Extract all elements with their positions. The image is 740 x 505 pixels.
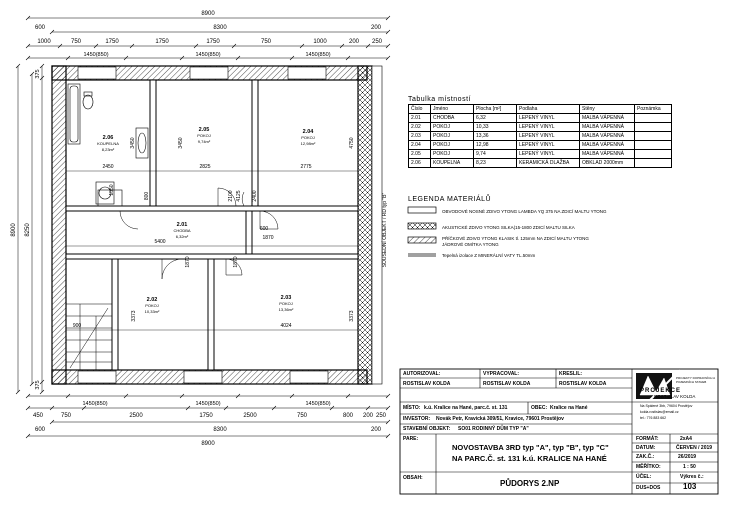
dim-bottom-mid: 8300 [213,427,227,433]
svg-text:10,33m²: 10,33m² [144,309,160,314]
materials-legend [408,194,607,258]
dim-top-window: 1450(850) [83,52,109,58]
room-labels [97,127,316,314]
company-name-line2: ROSTISLAV KOLDA [654,394,696,399]
svg-text:POKOJ: POKOJ [301,135,315,140]
dim-top-row: 1750 [155,39,169,45]
svg-text:POKOJ: POKOJ [197,133,211,138]
dim-bottom-row: 2500 [243,413,257,419]
svg-text:POKOJ: POKOJ [279,301,293,306]
dim-left-top: 375 [35,69,41,79]
table-header-row [409,105,672,114]
dim-bottom-row: 450 [32,413,44,419]
dim-inner: 3450 [130,137,136,149]
room-label [97,135,119,152]
label-meritko: MĚŘÍTKO: [636,464,661,470]
room-label [197,127,211,144]
svg-text:12,98m²: 12,98m² [300,141,316,146]
dim-inner: 800 [144,191,150,201]
table-cell: 2.06 [409,159,431,168]
drawing-content: PŮDORYS 2.NP [500,479,560,488]
table-cell: OBKLAD 2000mm [580,159,635,168]
label-kreslil: KRESLIL: [559,371,583,377]
svg-text:2.02: 2.02 [146,297,158,303]
dim-left-inner: 8250 [25,223,31,237]
dim-inner: 900 [72,323,82,329]
dim-inner: 1550 [109,184,115,196]
svg-text:2.04: 2.04 [302,129,314,135]
dim-inner: 3373 [349,310,355,322]
project-title-line1: NOVOSTAVBA 3RD typ "A", typ "B", typ "C" [452,443,609,452]
dim-inner: 2825 [199,164,211,170]
table-header: Podlaha [517,105,580,114]
label-datum: DATUM: [636,445,656,451]
company-tagline: PROJEKTY DOPRAVNÍCH A POZEMNÍCH STAVEB [676,376,715,384]
dim-top-mid-right: 200 [370,25,382,31]
svg-text:8,23m²: 8,23m² [101,147,115,152]
dim-inner: 600 [259,226,269,232]
legend-item: PŘÍČKOVÉ ZDIVO YTONG KLASIK tl. 125mm NA ZDICÍ MALTU YTONG [442,236,589,241]
datum-value: ČERVEN / 2019 [676,445,713,451]
zak-value: 26/2019 [678,454,697,460]
table-cell: 13,36 [474,132,517,141]
table-row [409,150,672,159]
label-vykres: Výkres č.: [680,474,704,480]
dim-inner: 4750 [349,137,355,149]
room-label [145,297,160,314]
table-cell: POKOJ [431,132,474,141]
dim-top-total: 8900 [201,11,215,17]
dim-bottom-row: 2500 [129,413,143,419]
table-cell: POKOJ [431,123,474,132]
table-header: Poznámka [635,105,672,114]
label-pare: PARE: [403,436,419,442]
table-cell: MALBA VÁPENNÁ [580,123,635,132]
dim-bottom-mid-left: 600 [34,427,46,433]
table-cell: 2.03 [409,132,431,141]
dim-top-mid-left: 600 [34,25,46,31]
table-cell [635,123,672,132]
label-misto: MÍSTO: [403,405,421,411]
svg-text:13,36m²: 13,36m² [278,307,294,312]
table-header: Stěny [580,105,635,114]
company-logo [636,370,680,400]
dim-inner: 4125 [236,190,242,202]
dim-top-row: 1750 [206,39,220,45]
table-cell: 6,32 [474,114,517,123]
table-cell: KOUPELNA [431,159,474,168]
autorizoval-name: ROSTISLAV KOLDA [403,381,451,387]
dim-bottom-mid-right: 200 [370,427,382,433]
svg-text:KOUPELNA: KOUPELNA [97,141,119,146]
label-format: FORMÁT: [636,436,659,442]
label-vypracoval: VYPRACOVAL: [483,371,520,377]
dim-bottom-window: 1450(850) [195,401,221,407]
dim-bottom-total: 8900 [201,441,215,447]
table-cell: LEPENÝ VINYL [517,132,580,141]
dim-top-row: 250 [371,39,383,45]
svg-text:2.01: 2.01 [176,222,188,228]
table-row [409,114,672,123]
table-cell: MALBA VÁPENNÁ [580,114,635,123]
meritko-value: 1 : 50 [683,464,696,470]
table-cell: 2.05 [409,150,431,159]
dim-bottom-row: 750 [296,413,308,419]
dim-top-window: 1450(850) [195,52,221,58]
room-label [173,222,190,239]
svg-text:CHODBA: CHODBA [173,228,191,233]
dim-inner: 1870 [185,256,191,268]
obec-value: Kralice na Hané [550,405,588,411]
label-stavebni-objekt: STAVEBNÍ OBJEKT: [403,426,451,432]
dim-inner: 2100 [228,190,234,202]
format-value: 2xA4 [680,436,692,442]
company-phone: tel.: 776 883 662 [640,416,667,420]
svg-text:2.05: 2.05 [198,127,210,133]
investor-value: Novák Petr, Kravická 309/51, Kravice, 79601 Prostějov [436,416,564,422]
table-cell: MALBA VÁPENNÁ [580,150,635,159]
interior-walls [66,80,358,370]
table-cell: LEPENÝ VINYL [517,150,580,159]
dim-top-window: 1450(850) [305,52,331,58]
room-label [279,295,294,312]
dim-left-outer: 8900 [11,223,17,237]
table-cell [635,159,672,168]
legend-swatch-cross [408,223,436,229]
legend-swatch-hatch [408,237,436,243]
legend-title: LEGENDA MATERIÁLŮ [408,196,492,203]
room-label [301,129,316,146]
table-cell: POKOJ [431,150,474,159]
legend-swatch-plain [408,207,436,213]
dim-top-mid: 8300 [213,25,227,31]
legend-item: AKUSTICKÉ ZDIVO YTONG SILKA(15-1800 ZDICÍ MALTU SILKA [442,225,575,230]
table-cell: LEPENÝ VINYL [517,123,580,132]
ucel-value: DUS+DOS [636,485,661,491]
project-title-line2: NA PARC.Č. st. 131 k.ú. KRALICE NA HANÉ [452,454,607,463]
table-row [409,132,672,141]
legend-item: Tepelná izolace Z MINERÁLNÍ VATY TL.50mm [442,253,536,258]
room-table-grid [408,104,672,168]
table-cell: 2.02 [409,123,431,132]
dim-bottom-row: 1750 [199,413,213,419]
label-zak: ZAK.Č.: [636,454,655,460]
dim-inner: 3373 [131,310,137,322]
label-investor: INVESTOR: [403,416,431,422]
dim-bottom-window: 1450(850) [305,401,331,407]
company-address: Na Spálené 3bb, 79604 Prostějov [640,404,693,408]
dim-inner: 2400 [252,190,258,202]
table-header: Číslo [409,105,431,114]
side-note: SOUSEDNÍ OBJEKT / RD typ "B" [382,192,388,268]
table-row [409,141,672,150]
table-header: Plocha [m²] [474,105,517,114]
table-cell: 2.01 [409,114,431,123]
dim-bottom-row: 800 [342,413,354,419]
dim-inner: 1870 [262,235,274,241]
dim-top-row: 1000 [313,39,327,45]
svg-text:POKOJ: POKOJ [145,303,159,308]
label-obsah: OBSAH: [403,475,423,481]
exterior-walls [52,66,382,384]
table-row [409,159,672,168]
table-cell [635,114,672,123]
dim-inner: 2450 [102,164,114,170]
svg-text:2.06: 2.06 [102,135,114,141]
vykres-number: 103 [683,482,697,491]
dim-inner: 1870 [233,256,239,268]
dim-bottom-row: 750 [60,413,72,419]
dim-bottom-row: 200 [362,413,374,419]
vypracoval-name: ROSTISLAV KOLDA [483,381,531,387]
table-cell: MALBA VÁPENNÁ [580,141,635,150]
legend-item: OBVODOVÉ NOSNÉ ZDIVO YTONG LAMBDA YQ 375 NA ZDICÍ MALTU YTONG [442,209,607,214]
label-autorizoval: AUTORIZOVAL: [403,371,441,377]
table-cell [635,141,672,150]
misto-value: k.ú. Kralice na Hané, parc.č. st. 131 [424,405,508,411]
table-cell: KERAMICKÁ DLAŽBA [517,159,580,168]
table-cell: CHODBA [431,114,474,123]
dim-bottom-row: 250 [375,413,387,419]
label-ucel: ÚČEL: [636,474,652,480]
dim-top-row: 1000 [37,39,51,45]
company-email: kolda.rostislav@email.cz [640,410,679,414]
table-cell: LEPENÝ VINYL [517,114,580,123]
table-cell: POKOJ [431,141,474,150]
dim-left-bottom: 375 [35,380,41,390]
stair [66,304,112,370]
room-table-title: Tabulka místností [408,96,471,103]
dim-bottom-window: 1450(850) [82,401,108,407]
label-obec: OBEC: [531,405,548,411]
svg-text:6,32m²: 6,32m² [175,234,189,239]
legend-item-line2: JÁDROVÉ OMÍTKA YTONG [442,242,499,247]
dim-inner: 4024 [280,323,292,329]
stavebni-objekt-value: SO01 RODINNÝ DŮM TYP "A" [458,426,529,432]
table-cell: LEPENÝ VINYL [517,141,580,150]
dim-inner: 5400 [154,239,166,245]
kreslil-name: ROSTISLAV KOLDA [559,381,607,387]
dim-top-row: 200 [348,39,360,45]
table-row [409,123,672,132]
svg-text:9,74m²: 9,74m² [197,139,211,144]
table-header: Jméno [431,105,474,114]
company-name-line1: PROJEKCE [640,388,682,394]
table-cell: 12,98 [474,141,517,150]
dim-inner: 2775 [300,164,312,170]
table-cell: 9,74 [474,150,517,159]
dim-top-row: 750 [260,39,272,45]
table-cell [635,132,672,141]
table-cell: 10,33 [474,123,517,132]
table-cell: 2.04 [409,141,431,150]
dim-top-row: 750 [70,39,82,45]
dim-top-row: 1750 [105,39,119,45]
dim-inner: 3450 [178,137,184,149]
room-table [408,96,672,168]
table-cell [635,150,672,159]
table-cell: MALBA VÁPENNÁ [580,132,635,141]
table-cell: 8,23 [474,159,517,168]
svg-text:2.03: 2.03 [280,295,292,301]
